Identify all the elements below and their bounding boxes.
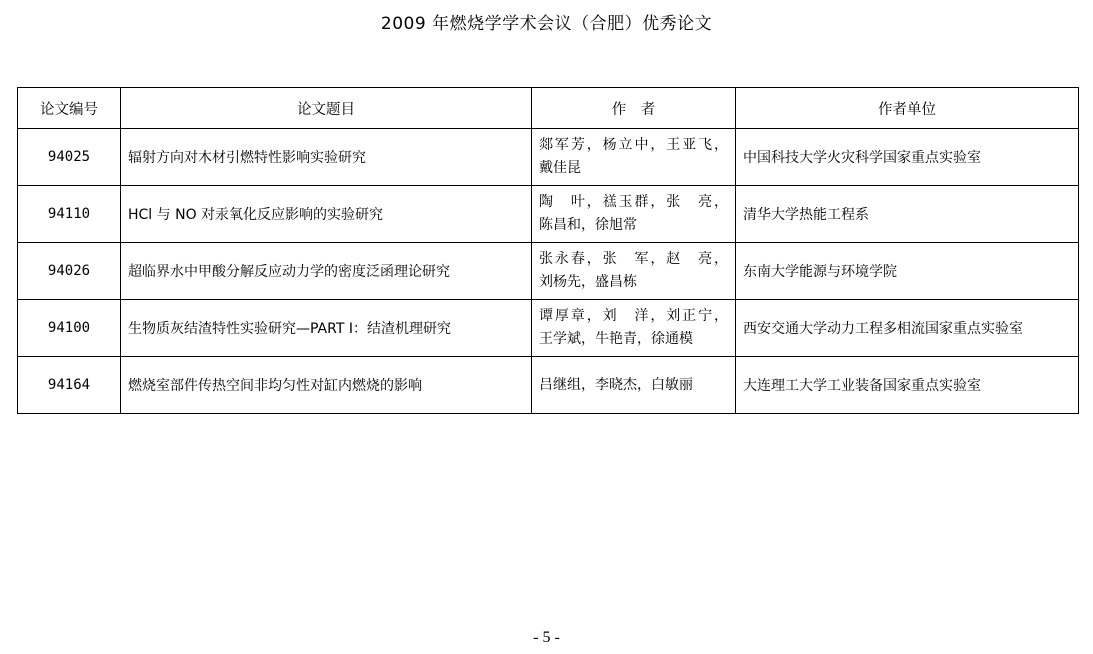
page-title: 2009 年燃烧学学术会议（合肥）优秀论文 [380, 14, 713, 34]
header-paper-id: 论文编号 [18, 88, 121, 129]
author-line: 张永春，张 军，赵 亮， [539, 251, 728, 267]
paper-id-cell: 94026 [18, 243, 121, 300]
paper-title-cell: 超临界水中甲酸分解反应动力学的密度泛函理论研究 [121, 243, 532, 300]
header-paper-title: 论文题目 [121, 88, 532, 129]
table-row [18, 186, 1079, 243]
paper-title-cell: 辐射方向对木材引燃特性影响实验研究 [121, 129, 532, 186]
authors-cell [532, 243, 736, 300]
paper-title-cell: 生物质灰结渣特性实验研究—PART I：结渣机理研究 [121, 300, 532, 357]
table-row [18, 357, 1079, 414]
author-line: 陶 叶，禚玉群，张 亮， [539, 194, 728, 210]
table-row [18, 243, 1079, 300]
affiliation-cell: 东南大学能源与环境学院 [736, 243, 1079, 300]
author-line: 刘杨先，盛昌栋 [539, 274, 637, 290]
paper-id-cell: 94110 [18, 186, 121, 243]
affiliation-cell: 西安交通大学动力工程多相流国家重点实验室 [736, 300, 1079, 357]
authors-cell [532, 357, 736, 414]
header-authors: 作 者 [532, 88, 736, 129]
paper-id-cell: 94025 [18, 129, 121, 186]
authors-cell [532, 186, 736, 243]
author-line: 郯军芳，杨立中，王亚飞， [539, 137, 728, 153]
page-number: - 5 - [533, 629, 560, 646]
affiliation-cell: 中国科技大学火灾科学国家重点实验室 [736, 129, 1079, 186]
author-line: 谭厚章，刘 洋，刘正宁， [539, 308, 728, 324]
paper-title-cell: HCl 与 NO 对汞氧化反应影响的实验研究 [121, 186, 532, 243]
table-header-row [18, 88, 1079, 129]
affiliation-cell: 清华大学热能工程系 [736, 186, 1079, 243]
affiliation-cell: 大连理工大学工业装备国家重点实验室 [736, 357, 1079, 414]
author-line: 王学斌，牛艳青，徐通模 [539, 331, 693, 347]
paper-id-cell: 94100 [18, 300, 121, 357]
author-line: 陈昌和，徐旭常 [539, 217, 637, 233]
header-affiliation: 作者单位 [736, 88, 1079, 129]
authors-cell [532, 300, 736, 357]
papers-table [17, 87, 1079, 414]
author-line: 戴佳昆 [539, 160, 581, 176]
paper-title-cell: 燃烧室部件传热空间非均匀性对缸内燃烧的影响 [121, 357, 532, 414]
paper-id-cell: 94164 [18, 357, 121, 414]
author-line: 吕继组，李晓杰，白敏丽 [539, 376, 693, 393]
table-row [18, 300, 1079, 357]
authors-cell [532, 129, 736, 186]
table-row [18, 129, 1079, 186]
